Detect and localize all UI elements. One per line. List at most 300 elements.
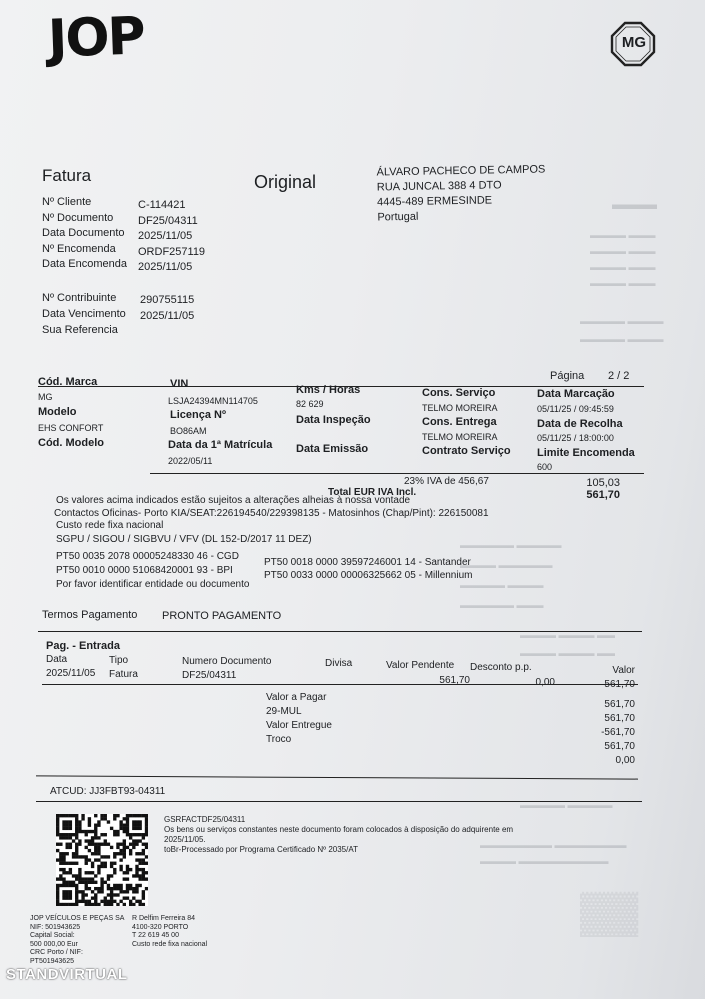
qr-module <box>107 884 110 887</box>
label-modelo: Modelo <box>38 406 77 418</box>
qr-module <box>66 846 69 849</box>
label-licenca: Licença Nº <box>170 409 226 421</box>
qr-module <box>100 814 103 817</box>
qr-module <box>88 820 91 823</box>
qr-module <box>110 827 113 830</box>
qr-module <box>85 877 88 880</box>
qr-module <box>91 836 94 839</box>
value-limite: 600 <box>537 462 553 472</box>
qr-module <box>100 881 103 884</box>
field-value: 290755115 <box>140 294 195 306</box>
qr-module <box>62 868 65 871</box>
qr-module <box>59 833 62 836</box>
jop-logo: JOP <box>46 6 145 70</box>
qr-module <box>107 877 110 880</box>
qr-module <box>119 868 122 871</box>
qr-module <box>138 858 141 861</box>
qr-module <box>75 855 78 858</box>
qr-module <box>138 874 141 877</box>
qr-module <box>66 852 69 855</box>
summary-value: -561,70 <box>601 727 635 738</box>
bleed-through: ▬▬▬▬ ▬▬▬ <box>590 278 656 288</box>
qr-module <box>145 814 148 817</box>
qr-module <box>145 830 148 833</box>
bank-line: PT50 0033 0000 00006325662 05 - Millennium <box>264 570 473 581</box>
qr-module <box>78 881 81 884</box>
qr-module <box>85 858 88 861</box>
qr-module <box>135 865 138 868</box>
qr-module <box>145 843 148 846</box>
summary-labels <box>266 691 332 747</box>
qr-module <box>104 865 107 868</box>
qr-module <box>129 836 132 839</box>
qr-module <box>135 833 138 836</box>
qr-module <box>75 836 78 839</box>
qr-module <box>110 903 113 906</box>
qr-module <box>107 855 110 858</box>
qr-module <box>94 881 97 884</box>
cert-line: toBr-Processado por Programa Certificado Nº 2035/AT <box>164 845 358 854</box>
address-line: R Delfim Ferreira 84 <box>132 915 196 922</box>
qr-module <box>119 900 122 903</box>
qr-module <box>126 890 129 893</box>
qr-module <box>88 830 91 833</box>
value-data-marcacao: 05/11/25 / 09:45:59 <box>537 404 614 414</box>
bleed-through: ▬▬▬▬▬ ▬▬▬▬▬ <box>520 800 613 810</box>
qr-module <box>126 817 129 820</box>
qr-module <box>69 843 72 846</box>
qr-module <box>132 814 135 817</box>
qr-module <box>126 824 129 827</box>
qr-module <box>135 858 138 861</box>
col-header-data: Data <box>46 654 68 665</box>
field-label: Data Documento <box>42 227 125 239</box>
address-line: Custo rede fixa nacional <box>132 940 208 948</box>
qr-module <box>66 836 69 839</box>
qr-module <box>123 824 126 827</box>
qr-module <box>91 890 94 893</box>
col-header-divisa: Divisa <box>325 658 353 669</box>
qr-module <box>78 877 81 880</box>
qr-module <box>104 881 107 884</box>
qr-module <box>107 900 110 903</box>
qr-module <box>62 903 65 906</box>
qr-module <box>97 852 100 855</box>
qr-module <box>94 858 97 861</box>
qr-module <box>142 833 145 836</box>
qr-module <box>145 862 148 865</box>
qr-module <box>59 843 62 846</box>
qr-module <box>142 858 145 861</box>
qr-module <box>126 884 129 887</box>
qr-module <box>78 830 81 833</box>
qr-module <box>138 900 141 903</box>
value-data-recolha: 05/11/25 / 18:00:00 <box>537 433 614 443</box>
company-line: 500 000,00 Eur <box>30 940 78 948</box>
qr-module <box>94 827 97 830</box>
qr-module <box>129 884 132 887</box>
qr-module <box>135 827 138 830</box>
qr-module <box>113 900 116 903</box>
qr-module <box>100 817 103 820</box>
qr-module <box>142 849 145 852</box>
qr-module <box>66 820 69 823</box>
qr-module <box>75 824 78 827</box>
qr-module <box>62 827 65 830</box>
qr-module <box>97 858 100 861</box>
value-data-matricula: 2022/05/11 <box>168 456 213 466</box>
bleed-through: ▬▬▬▬ ▬▬▬▬▬▬ <box>460 560 553 570</box>
qr-module <box>126 887 129 890</box>
bleed-through: ▬▬▬▬ ▬▬▬▬ ▬▬ <box>520 630 616 640</box>
qr-module <box>100 877 103 880</box>
summary-values <box>575 698 635 768</box>
qr-module <box>97 824 100 827</box>
qr-module <box>56 843 59 846</box>
qr-module <box>132 846 135 849</box>
label-data-recolha: Data de Recolha <box>537 418 623 430</box>
qr-module <box>81 814 84 817</box>
summary-label: 29-MUL <box>266 706 302 717</box>
qr-module <box>97 843 100 846</box>
qr-module <box>75 887 78 890</box>
qr-module <box>126 827 129 830</box>
qr-module <box>107 843 110 846</box>
qr-module <box>123 852 126 855</box>
qr-module <box>94 836 97 839</box>
qr-module <box>132 843 135 846</box>
qr-module <box>126 896 129 899</box>
bleed-through: ▬▬▬▬ ▬▬▬▬ ▬▬ <box>520 648 616 658</box>
qr-module <box>97 903 100 906</box>
label-data-emissao: Data Emissão <box>296 443 369 455</box>
qr-module <box>110 862 113 865</box>
qr-module <box>138 824 141 827</box>
qr-module <box>116 903 119 906</box>
company-line: PT501943625 <box>30 957 74 965</box>
qr-module <box>59 836 62 839</box>
qr-module <box>107 893 110 896</box>
qr-module <box>59 903 62 906</box>
qr-module <box>94 896 97 899</box>
qr-module <box>56 833 59 836</box>
qr-module <box>78 874 81 877</box>
bleed-through: ▬▬▬ <box>612 196 657 213</box>
qr-module <box>113 868 116 871</box>
qr-module <box>142 871 145 874</box>
qr-module <box>142 874 145 877</box>
qr-module <box>97 871 100 874</box>
col-header-tipo: Tipo <box>109 655 129 666</box>
qr-module <box>78 868 81 871</box>
qr-module <box>142 896 145 899</box>
field-label: Nº Encomenda <box>42 242 116 255</box>
qr-module <box>91 877 94 880</box>
doc-field-labels <box>42 195 127 273</box>
qr-module <box>62 877 65 880</box>
qr-module <box>135 900 138 903</box>
value-cod-marca: MG <box>38 392 53 402</box>
qr-module <box>104 903 107 906</box>
label-cod-modelo: Cód. Modelo <box>38 437 104 449</box>
qr-module <box>56 814 59 817</box>
bleed-through: ▬▬▬▬▬ ▬▬▬▬ <box>460 580 544 590</box>
qr-module <box>75 820 78 823</box>
qr-module <box>97 836 100 839</box>
qr-module <box>81 881 84 884</box>
qr-module <box>88 839 91 842</box>
qr-module <box>104 839 107 842</box>
qr-module <box>123 871 126 874</box>
qr-module <box>94 846 97 849</box>
qr-module <box>75 814 78 817</box>
qr-module <box>116 884 119 887</box>
summary-label: Valor Entregue <box>266 720 332 731</box>
qr-module <box>145 833 148 836</box>
qr-module <box>72 839 75 842</box>
qr-code <box>56 814 148 906</box>
bank-line: PT50 0010 0000 51068420001 93 - BPI <box>56 565 233 576</box>
qr-module <box>138 884 141 887</box>
qr-module <box>72 884 75 887</box>
cell-valor: 561,70 <box>604 679 635 690</box>
qr-module <box>132 903 135 906</box>
qr-module <box>85 846 88 849</box>
qr-module <box>142 877 145 880</box>
qr-module <box>81 890 84 893</box>
qr-module <box>85 893 88 896</box>
qr-module <box>91 896 94 899</box>
qr-module <box>104 900 107 903</box>
qr-module <box>75 877 78 880</box>
qr-module <box>88 900 91 903</box>
page-number: 2 / 2 <box>608 370 630 382</box>
qr-module <box>104 814 107 817</box>
cell-numero: DF25/04311 <box>182 670 237 681</box>
field-value: 2025/11/05 <box>138 261 193 273</box>
qr-module <box>138 852 141 855</box>
qr-module <box>69 820 72 823</box>
qr-module <box>75 900 78 903</box>
qr-module <box>113 884 116 887</box>
qr-module <box>126 830 129 833</box>
note-line: Os valores acima indicados estão sujeitos a alterações alheias à nossa vontade <box>56 495 411 506</box>
qr-module <box>56 893 59 896</box>
qr-module <box>104 833 107 836</box>
field-value: 2025/11/05 <box>140 310 195 322</box>
qr-module <box>145 827 148 830</box>
qr-module <box>138 877 141 880</box>
qr-module <box>62 852 65 855</box>
payment-terms-label: Termos Pagamento <box>42 609 138 621</box>
qr-module <box>126 846 129 849</box>
qr-module <box>104 843 107 846</box>
qr-module <box>94 893 97 896</box>
mg-logo-text: MG <box>621 34 647 51</box>
qr-module <box>119 887 122 890</box>
qr-module <box>66 824 69 827</box>
qr-module <box>107 887 110 890</box>
qr-module <box>123 903 126 906</box>
qr-module <box>132 887 135 890</box>
qr-module <box>110 896 113 899</box>
qr-module <box>75 852 78 855</box>
qr-module <box>88 903 91 906</box>
company-line: NIF: 501943625 <box>30 923 81 931</box>
qr-module <box>142 836 145 839</box>
qr-module <box>75 890 78 893</box>
qr-module <box>142 868 145 871</box>
qr-module <box>88 871 91 874</box>
qr-module <box>69 833 72 836</box>
cert-line: GSRFACTDF25/04311 <box>164 815 246 824</box>
qr-module <box>59 858 62 861</box>
qr-module <box>91 871 94 874</box>
qr-module <box>110 865 113 868</box>
qr-module <box>116 846 119 849</box>
qr-module <box>66 903 69 906</box>
note-line: Custo rede fixa nacional <box>56 520 164 531</box>
label-data-inspecao: Data Inspeção <box>296 414 371 426</box>
bleed-through: ▬▬▬▬▬ ▬▬▬▬ <box>580 334 664 344</box>
qr-module <box>56 849 59 852</box>
qr-module <box>66 881 69 884</box>
qr-module <box>113 833 116 836</box>
customer-street: RUA JUNCAL 388 4 DTO <box>376 179 502 194</box>
qr-module <box>94 874 97 877</box>
qr-module <box>145 846 148 849</box>
qr-module <box>59 868 62 871</box>
label-cons-entrega: Cons. Entrega <box>422 416 497 428</box>
qr-module <box>81 830 84 833</box>
qr-module <box>62 893 65 896</box>
qr-module <box>104 855 107 858</box>
qr-module <box>94 833 97 836</box>
qr-module <box>119 820 122 823</box>
qr-module <box>62 862 65 865</box>
document-title: Fatura <box>42 166 92 185</box>
qr-module <box>126 877 129 880</box>
qr-module <box>62 820 65 823</box>
qr-module <box>142 852 145 855</box>
standvirtual-watermark: STANDVIRTUAL <box>6 966 128 983</box>
qr-module <box>91 881 94 884</box>
qr-module <box>110 874 113 877</box>
qr-module <box>94 830 97 833</box>
col-header-desconto: Desconto p.p. <box>470 662 532 673</box>
col-header-pendente: Valor Pendente <box>386 660 455 671</box>
qr-module <box>138 833 141 836</box>
qr-module <box>123 855 126 858</box>
doc-field-values-2 <box>140 292 194 324</box>
qr-module <box>69 881 72 884</box>
qr-module <box>119 849 122 852</box>
qr-module <box>85 862 88 865</box>
qr-module <box>123 877 126 880</box>
qr-module <box>94 852 97 855</box>
col-header-valor: Valor <box>612 665 635 676</box>
total-value: 561,70 <box>586 489 620 501</box>
label-vin: VIN <box>170 378 189 390</box>
qr-module <box>59 862 62 865</box>
qr-module <box>66 884 69 887</box>
qr-module <box>75 884 78 887</box>
qr-module <box>135 890 138 893</box>
value-kms: 82 629 <box>296 399 324 409</box>
payment-terms-value: PRONTO PAGAMENTO <box>162 610 282 622</box>
note-line: Contactos Oficinas- Porto KIA/SEAT:226194540/229398135 - Matosinhos (Chap/Pint): 226150081 <box>54 507 489 519</box>
qr-module <box>116 893 119 896</box>
qr-module <box>62 896 65 899</box>
summary-value: 561,70 <box>604 699 635 710</box>
qr-module <box>145 855 148 858</box>
summary-label: Troco <box>266 734 292 745</box>
qr-module <box>142 893 145 896</box>
customer-name: ÁLVARO PACHECO DE CAMPOS <box>376 163 546 179</box>
qr-module <box>100 890 103 893</box>
qr-module <box>126 865 129 868</box>
qr-module <box>129 849 132 852</box>
qr-module <box>66 814 69 817</box>
qr-module <box>97 890 100 893</box>
qr-module <box>132 874 135 877</box>
company-line: CRC Porto / NIF: <box>30 949 83 957</box>
qr-module <box>88 881 91 884</box>
qr-module <box>119 865 122 868</box>
field-value: 2025/11/05 <box>138 230 193 242</box>
cell-desconto: 0,00 <box>535 677 555 688</box>
qr-module <box>85 887 88 890</box>
bank-line: PT50 0018 0000 39597246001 14 - Santander <box>264 557 471 568</box>
qr-module <box>59 884 62 887</box>
field-value: ORDF257119 <box>138 245 206 258</box>
qr-module <box>91 852 94 855</box>
qr-module <box>142 903 145 906</box>
qr-module <box>72 881 75 884</box>
qr-module <box>145 824 148 827</box>
qr-module <box>66 843 69 846</box>
qr-module <box>69 862 72 865</box>
qr-module <box>69 884 72 887</box>
qr-module <box>132 827 135 830</box>
qr-module <box>85 884 88 887</box>
qr-module <box>81 877 84 880</box>
qr-module <box>69 824 72 827</box>
bleed-through: ▬▬▬▬▬ ▬▬▬▬ <box>580 316 664 326</box>
qr-module <box>62 855 65 858</box>
qr-module <box>94 849 97 852</box>
qr-module <box>78 827 81 830</box>
qr-module <box>116 852 119 855</box>
label-data-matricula: Data da 1ª Matrícula <box>168 439 273 451</box>
customer-city: 4445-489 ERMESINDE <box>377 194 493 209</box>
label-contrato: Contrato Serviço <box>422 445 511 457</box>
iva-text: 23% IVA de 456,67 <box>404 476 489 487</box>
qr-module <box>138 903 141 906</box>
qr-module <box>100 833 103 836</box>
bank-note: Por favor identificar entidade ou documento <box>56 579 250 590</box>
qr-module <box>94 824 97 827</box>
cert-line: 2025/11/05. <box>164 835 206 844</box>
qr-module <box>56 824 59 827</box>
label-data-marcacao: Data Marcação <box>537 388 615 400</box>
qr-module <box>132 890 135 893</box>
qr-module <box>132 833 135 836</box>
qr-module <box>88 817 91 820</box>
value-modelo: EHS CONFORT <box>38 423 104 433</box>
qr-module <box>66 827 69 830</box>
qr-module <box>113 814 116 817</box>
